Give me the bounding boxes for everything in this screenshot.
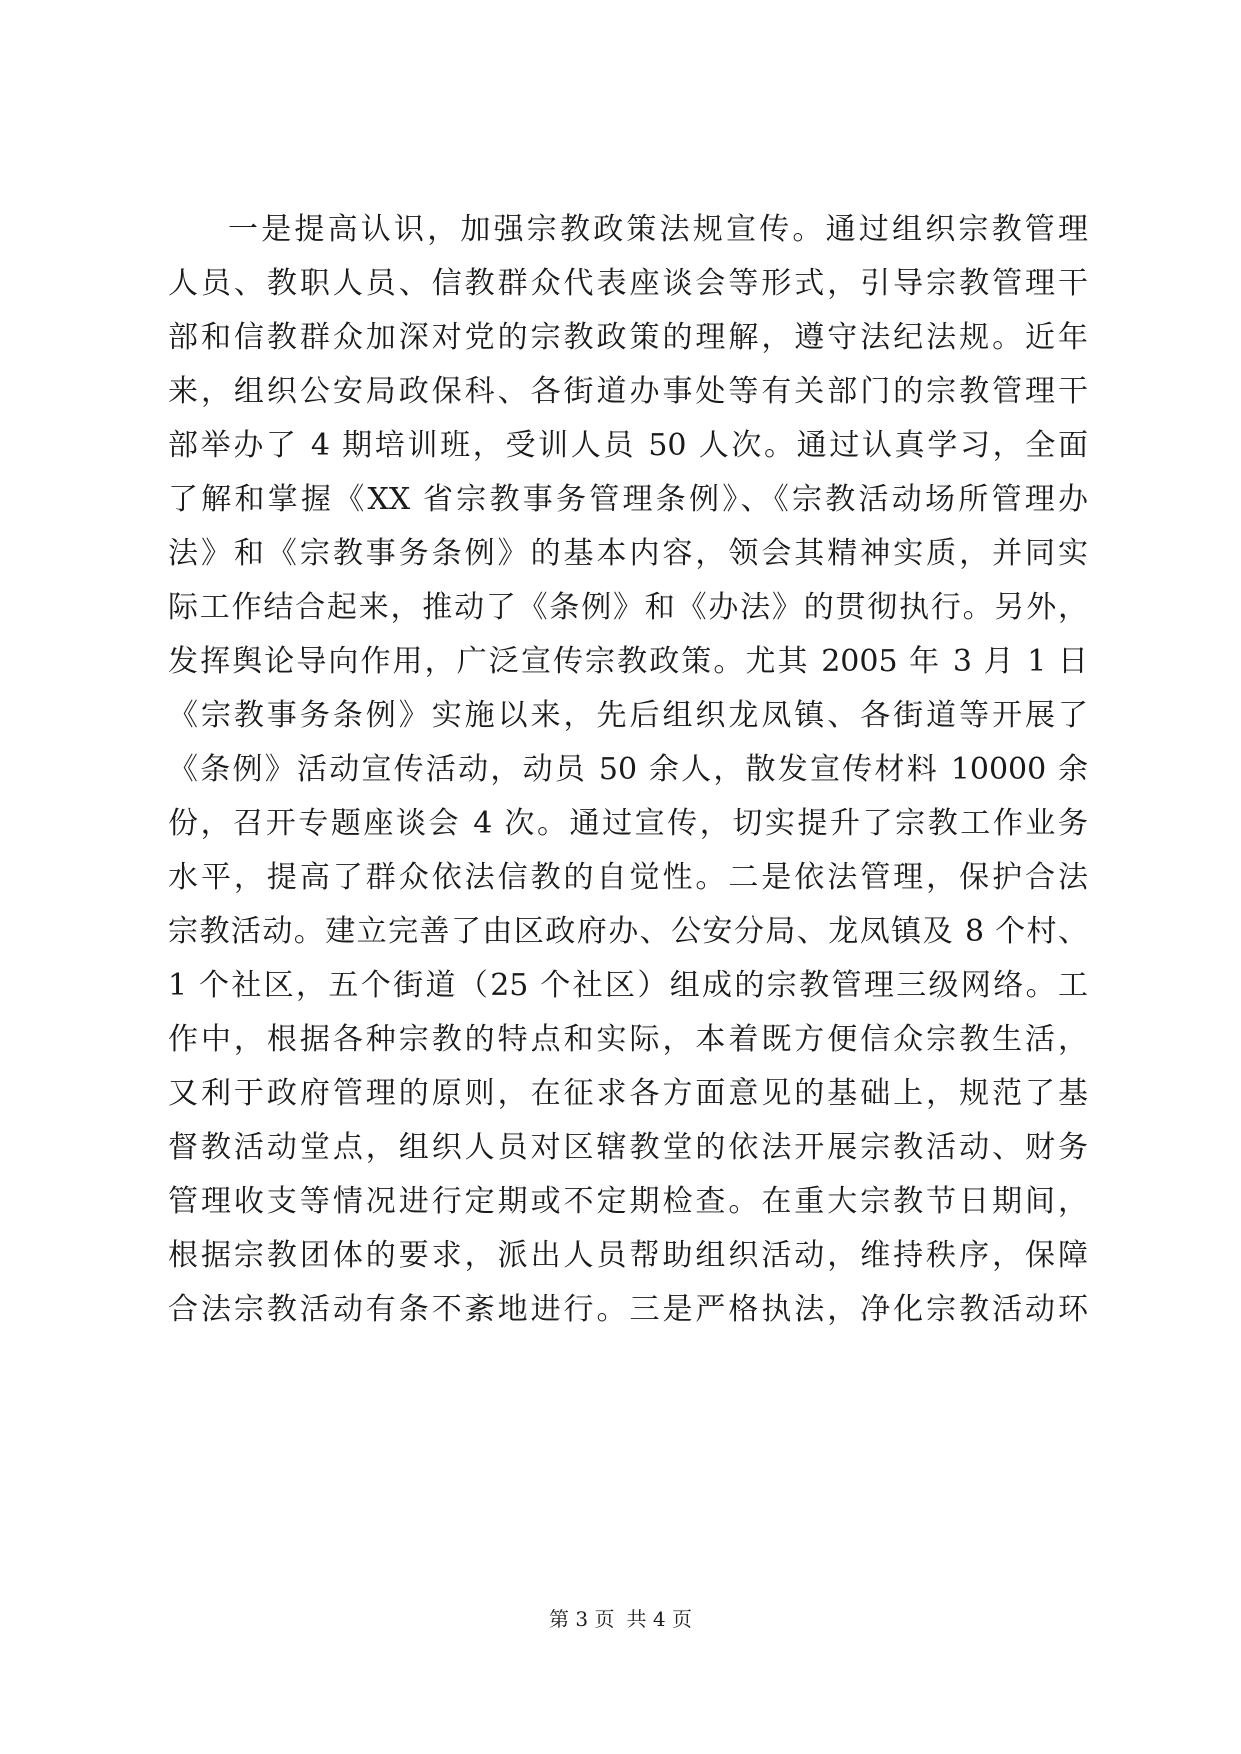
- text-line: 来，组织公安局政保科、各街道办事处等有关部门的宗教管理干: [168, 374, 1088, 409]
- text-line: 《宗教事务条例》实施以来，先后组织龙凤镇、各街道等开展了: [168, 698, 1088, 733]
- text-line: 督教活动堂点，组织人员对区辖教堂的依法开展宗教活动、财务: [168, 1130, 1088, 1165]
- text-line: 人员、教职人员、信教群众代表座谈会等形式，引导宗教管理干: [168, 266, 1088, 301]
- text-line: 根据宗教团体的要求，派出人员帮助组织活动，维持秩序，保障: [168, 1238, 1088, 1273]
- text-line: 合法宗教活动有条不紊地进行。三是严格执法，净化宗教活动环: [168, 1292, 1088, 1327]
- text-line: 法》和《宗教事务条例》的基本内容，领会其精神实质，并同实: [168, 536, 1088, 571]
- body-text: [168, 203, 1088, 1337]
- text-line: 发挥舆论导向作用，广泛宣传宗教政策。尤其 2005 年 3 月 1 日: [168, 644, 1088, 679]
- text-line: 1 个社区，五个街道（25 个社区）组成的宗教管理三级网络。工: [168, 968, 1088, 1003]
- text-line: 《条例》活动宣传活动，动员 50 余人，散发宣传材料 10000 余: [168, 752, 1088, 787]
- text-line: 一是提高认识，加强宗教政策法规宣传。通过组织宗教管理: [228, 212, 1088, 247]
- page-number: 第 3 页: [549, 1607, 615, 1631]
- text-line: 际工作结合起来，推动了《条例》和《办法》的贯彻执行。另外，: [168, 590, 1088, 625]
- page-total: 共 4 页: [626, 1607, 692, 1631]
- text-line: 管理收支等情况进行定期或不定期检查。在重大宗教节日期间，: [168, 1184, 1088, 1219]
- text-line: 宗教活动。建立完善了由区政府办、公安分局、龙凤镇及 8 个村、: [168, 914, 1088, 949]
- text-line: 部和信教群众加深对党的宗教政策的理解，遵守法纪法规。近年: [168, 320, 1088, 355]
- text-line: 又利于政府管理的原则，在征求各方面意见的基础上，规范了基: [168, 1076, 1088, 1111]
- text-line: 部举办了 4 期培训班，受训人员 50 人次。通过认真学习，全面: [168, 428, 1088, 463]
- text-line: 份，召开专题座谈会 4 次。通过宣传，切实提升了宗教工作业务: [168, 806, 1088, 841]
- text-line: 作中，根据各种宗教的特点和实际，本着既方便信众宗教生活，: [168, 1022, 1088, 1057]
- text-line: 了解和掌握《XX 省宗教事务管理条例》、《宗教活动场所管理办: [168, 482, 1088, 517]
- text-line: 水平，提高了群众依法信教的自觉性。二是依法管理，保护合法: [168, 860, 1088, 895]
- page-footer: [0, 1604, 1241, 1634]
